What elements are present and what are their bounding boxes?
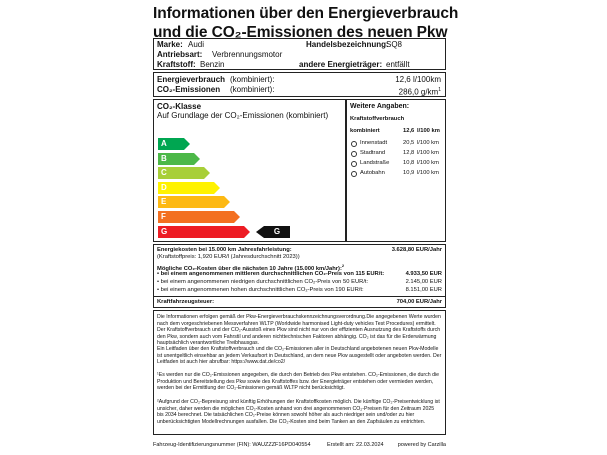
co2-class-bar-tip	[204, 167, 210, 179]
indicator-arrow	[256, 226, 264, 238]
steuer-value: 704,00 EUR/Jahr	[396, 299, 442, 305]
co2-class-bar-label: G	[161, 226, 168, 236]
costs-divider	[154, 296, 445, 297]
erstellt-label: Erstellt am:	[327, 442, 355, 448]
antrieb-value: Verbrennungsmotor	[212, 50, 283, 59]
co2-class-bar-g	[158, 226, 244, 238]
info-paragraph-1: Die Informationen erfolgen gemäß der Pkw-Energieverbrauchskennzeichnungsverordnung.Die angegebenen Werte wurden nach dem vorgeschriebenen Messverfahren WLTP (Worldwide harmonised Light-duty vehicles Test Procedures) ermittelt. Der Kraftstoffverbrauch und der CO₂-Ausstoß eines Pkw sind nicht nur von der effizienten Ausnutzung des Kraftstoffs durch den Pkw, sondern auch vom Fahrstil und anderen nichttechnischen Faktoren abhängig. CO₂ ist das für die Erderwärmung hauptsächlich verantwortliche Treibhausgas.	[157, 314, 441, 346]
co2-value-text: 286,0 g/km	[398, 87, 439, 97]
co2-class-bar-e	[158, 196, 224, 208]
co2-class-box	[153, 99, 346, 242]
moegliche-mark: 2	[341, 263, 345, 268]
steuer-label: Kraftfahrzeugsteuer:	[157, 299, 215, 305]
niedrig-text: bei einem angenommenen niedrigen durchschnittlichen CO₂-Preis von 50 EUR/t:	[160, 279, 369, 285]
co2-class-bar-b	[158, 153, 194, 165]
co2-footnote-mark: 1	[438, 87, 441, 93]
title-line-2: und die CO₂-Emissionen des neuen Pkw	[153, 24, 448, 41]
weitere-row-value: 10,8	[403, 160, 415, 166]
co2-sub: (kombiniert):	[230, 85, 275, 94]
weitere-box	[346, 99, 446, 242]
co2-class-heading: CO₂-Klasse	[157, 102, 202, 111]
co2-class-bar-label: B	[161, 153, 167, 163]
mittel-value: 4.933,50 EUR	[405, 271, 442, 277]
consumption-box	[153, 72, 446, 97]
marke-value: Audi	[188, 40, 205, 49]
weitere-row-unit: l/100 km	[417, 150, 439, 156]
weitere-row-value: 12,8	[403, 150, 415, 156]
hoch-row: • bei einem angenommenen hohen durchschnittlichen CO₂-Preis von 190 EUR/t:	[157, 287, 364, 293]
co2-class-bar-f	[158, 211, 234, 223]
marke-label: Marke:	[157, 40, 183, 49]
kraftstoff-value: Benzin	[200, 60, 225, 69]
co2-class-bar-c	[158, 167, 204, 179]
fin-row	[153, 442, 311, 449]
title-line-1: Informationen über den Energieverbrauch	[153, 5, 459, 22]
moegliche-label-text: Mögliche CO₂-Kosten über die nächsten 10 Jahre (15.000 km/Jahr):	[157, 265, 342, 272]
handel-label: Handelsbezeichnung:	[306, 40, 389, 49]
handel-value: SQ8	[386, 40, 403, 49]
co2-label: CO₂-Emissionen	[157, 85, 221, 94]
info-box	[153, 310, 446, 435]
co2-class-bar-tip	[244, 226, 250, 238]
kraftstoff-label: Kraftstoff:	[157, 60, 196, 69]
vehicle-box	[153, 38, 446, 70]
driving-condition-icon	[351, 151, 357, 157]
weitere-row-unit: l/100 km	[417, 160, 439, 166]
weitere-row-unit: l/100 km	[417, 128, 440, 134]
co2-class-bar-label: D	[161, 182, 167, 192]
info-paragraph-3: ¹Es werden nur die CO₂-Emissionen angegeben, die durch den Betrieb des Pkw entstehen. CO₂-Emissionen, die durch die Produktion und Bereitstellung des Pkw sowie des Kraftstoffes bzw. der Energieträger entstehen oder vermieden werden, werden bei der Ermittlung der CO₂-Emissionen gemäß WLTP nicht berücksichtigt.	[157, 372, 439, 391]
info-paragraph-2: Ein Leitfaden über den Kraftstoffverbrauch und die CO₂-Emissionen aller in Deutschland angebotenen neuen Pkw-Modelle ist unentgeltlich einsehbar an jedem Verkaufsort in Deutschland, an dem neue Pkw ausgestellt oder angeboten werden. Der Leitfaden ist auch hier abrufbar: https://www.dat.de/co2/	[157, 346, 442, 365]
driving-condition-icon	[351, 171, 357, 177]
fin-value: WAUZZZF16PD040554	[252, 442, 311, 448]
indicator-label: G	[264, 226, 290, 238]
co2-class-sub: Auf Grundlage der CO₂-Emissionen (kombiniert)	[157, 111, 329, 120]
antrieb-label: Antriebsart:	[157, 50, 203, 59]
weitere-row-label: Innenstadt	[360, 140, 388, 146]
niedrig-value: 2.145,00 EUR	[405, 279, 442, 285]
weitere-row-unit: l/100 km	[417, 140, 439, 146]
co2-class-bar-label: E	[161, 197, 167, 207]
andere-value: entfällt	[386, 60, 410, 69]
costs-box	[153, 244, 446, 308]
hoch-text: bei einem angenommenen hohen durchschnittlichen CO₂-Preis von 190 EUR/t:	[160, 287, 364, 293]
kraftstoffpreis-text: (Kraftstoffpreis: 1,920 EUR/l (Jahresdurchschnitt 2023))	[157, 254, 300, 260]
weitere-row-label: kombiniert	[350, 128, 380, 134]
co2-class-bar-tip	[184, 138, 190, 150]
energie-label: Energieverbrauch	[157, 75, 226, 84]
weitere-row-label: Autobahn	[360, 170, 385, 176]
fin-label: Fahrzeug-Identifizierungsnummer (FIN):	[153, 442, 251, 448]
weitere-row-label: Landstraße	[360, 160, 390, 166]
co2-class-bar-tip	[224, 196, 230, 208]
weitere-row-value: 10,9	[403, 170, 415, 176]
weitere-row-label: Stadtrand	[360, 150, 386, 156]
info-paragraph-4: ²Aufgrund der CO₂-Bepreisung sind künftig Erhöhungen der Kraftstoffkosten möglich. Die künftige CO₂-Preisentwicklung ist unsicher, daher werden die möglichen CO₂-Kosten anhand von drei angenommenen CO₂-Preisen für den Zeitraum 2025 bis 2034 berechnet. Die tatsächlichen CO₂-Preise können sowohl höher als auch niedriger sein und/oder zu hier unberücksichtigten Modellrechnungen ausfallen. Die CO₂-Kosten sind beim Tanken an den Zapfsäulen zu entrichten.	[157, 399, 440, 425]
powered-by: powered by Carzilla	[397, 442, 446, 448]
energie-value: 12,6 l/100km	[395, 75, 441, 84]
energiekosten-label: Energiekosten bei 15.000 km Jahresfahrleistung:	[157, 247, 292, 253]
co2-class-bar-d	[158, 182, 214, 194]
andere-label: andere Energieträger:	[299, 60, 383, 69]
driving-condition-icon	[351, 141, 357, 147]
weitere-sub: Kraftstoffverbrauch	[350, 116, 405, 122]
mittel-text: bei einem angenommenen mittleren durchschnittlichen CO₂-Preis von 115 EUR/t:	[160, 271, 385, 277]
co2-value	[399, 85, 441, 98]
mittel-row: • bei einem angenommenen mittleren durchschnittlichen CO₂-Preis von 115 EUR/t:	[157, 271, 385, 277]
erstellt-value: 22.03.2024	[356, 442, 384, 448]
co2-class-bar-label: C	[161, 168, 167, 178]
weitere-heading: Weitere Angaben:	[350, 103, 410, 110]
weitere-row-unit: l/100 km	[417, 170, 439, 176]
hoch-value: 8.151,00 EUR	[405, 287, 442, 293]
erstellt-row	[327, 442, 384, 449]
co2-class-bar-tip	[214, 182, 220, 194]
co2-class-bar-tip	[194, 153, 200, 165]
driving-condition-icon	[351, 161, 357, 167]
co2-class-bar-a	[158, 138, 184, 150]
co2-class-bar-label: A	[161, 139, 167, 148]
niedrig-row: • bei einem angenommenen niedrigen durchschnittlichen CO₂-Preis von 50 EUR/t:	[157, 279, 369, 285]
weitere-row-value: 12,6	[403, 128, 415, 134]
page-title	[153, 4, 593, 42]
co2-class-bar-tip	[234, 211, 240, 223]
energie-sub: (kombiniert):	[230, 75, 275, 84]
energiekosten-value: 3.628,80 EUR/Jahr	[391, 247, 442, 253]
co2-class-bar-label: F	[161, 212, 166, 221]
weitere-row-value: 20,5	[403, 140, 415, 146]
